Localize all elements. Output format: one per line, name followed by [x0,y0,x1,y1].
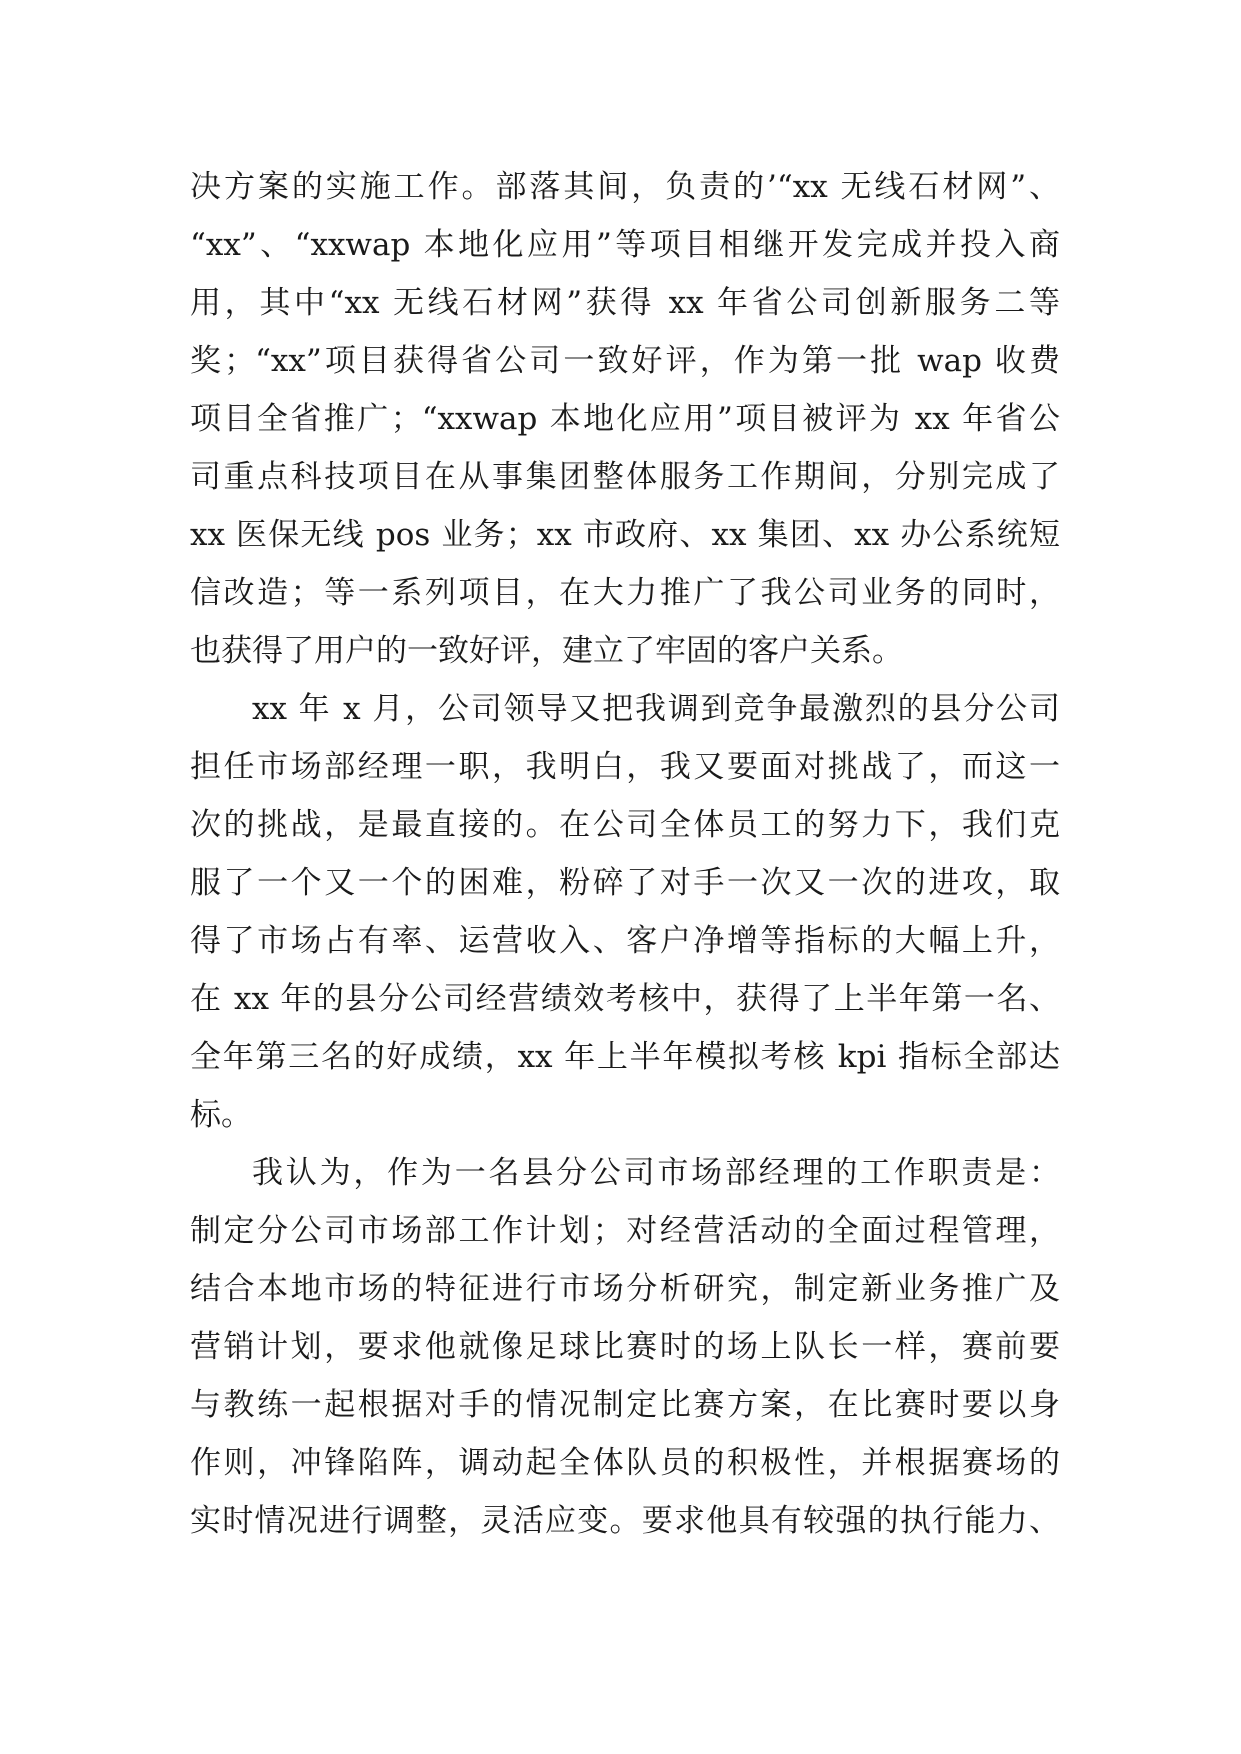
text-line: 次的挑战，是最直接的。在公司全体员工的努力下，我们克 [190,807,1060,843]
text-line: 司重点科技项目在从事集团整体服务工作期间，分别完成了 [190,459,1060,495]
text-line: 项目全省推广；“xxwap 本地化应用”项目被评为 xx 年省公 [190,401,1060,437]
text-line: 在 xx 年的县分公司经营绩效考核中，获得了上半年第一名、 [190,981,1060,1017]
text-line: 制定分公司市场部工作计划；对经营活动的全面过程管理， [190,1213,1060,1249]
text-line: 得了市场占有率、运营收入、客户净增等指标的大幅上升， [190,923,1060,959]
paragraph-first-line: xx 年 x 月，公司领导又把我调到竞争最激烈的县分公司 [252,691,1060,727]
text-line: 担任市场部经理一职，我明白，我又要面对挑战了，而这一 [190,749,1060,785]
text-line: “xx”、“xxwap 本地化应用”等项目相继开发完成并投入商 [190,227,1060,263]
text-line: 服了一个又一个的困难，粉碎了对手一次又一次的进攻，取 [190,865,1060,901]
body-text [190,158,1060,1550]
text-line: 用，其中“xx 无线石材网”获得 xx 年省公司创新服务二等 [190,285,1060,321]
text-line: 营销计划，要求他就像足球比赛时的场上队长一样，赛前要 [190,1329,1060,1365]
text-line: 结合本地市场的特征进行市场分析研究，制定新业务推广及 [190,1271,1060,1307]
text-line: 决方案的实施工作。部落其间，负责的’“xx 无线石材网”、 [190,169,1060,205]
text-line: 奖；“xx”项目获得省公司一致好评，作为第一批 wap 收费 [190,343,1060,379]
text-line: 信改造；等一系列项目，在大力推广了我公司业务的同时， [190,575,1060,611]
text-line: 作则，冲锋陷阵，调动起全体队员的积极性，并根据赛场的 [190,1445,1060,1481]
text-line: 全年第三名的好成绩，xx 年上半年模拟考核 kpi 指标全部达 [190,1039,1060,1075]
text-line: 标。 [190,1097,252,1133]
text-line: xx 医保无线 pos 业务；xx 市政府、xx 集团、xx 办公系统短 [190,517,1060,553]
text-line: 也获得了用户的一致好评，建立了牢固的客户关系。 [190,633,903,669]
text-line: 实时情况进行调整，灵活应变。要求他具有较强的执行能力、 [190,1503,1060,1539]
text-line: 与教练一起根据对手的情况制定比赛方案，在比赛时要以身 [190,1387,1060,1423]
paragraph-first-line: 我认为，作为一名县分公司市场部经理的工作职责是： [252,1155,1060,1191]
